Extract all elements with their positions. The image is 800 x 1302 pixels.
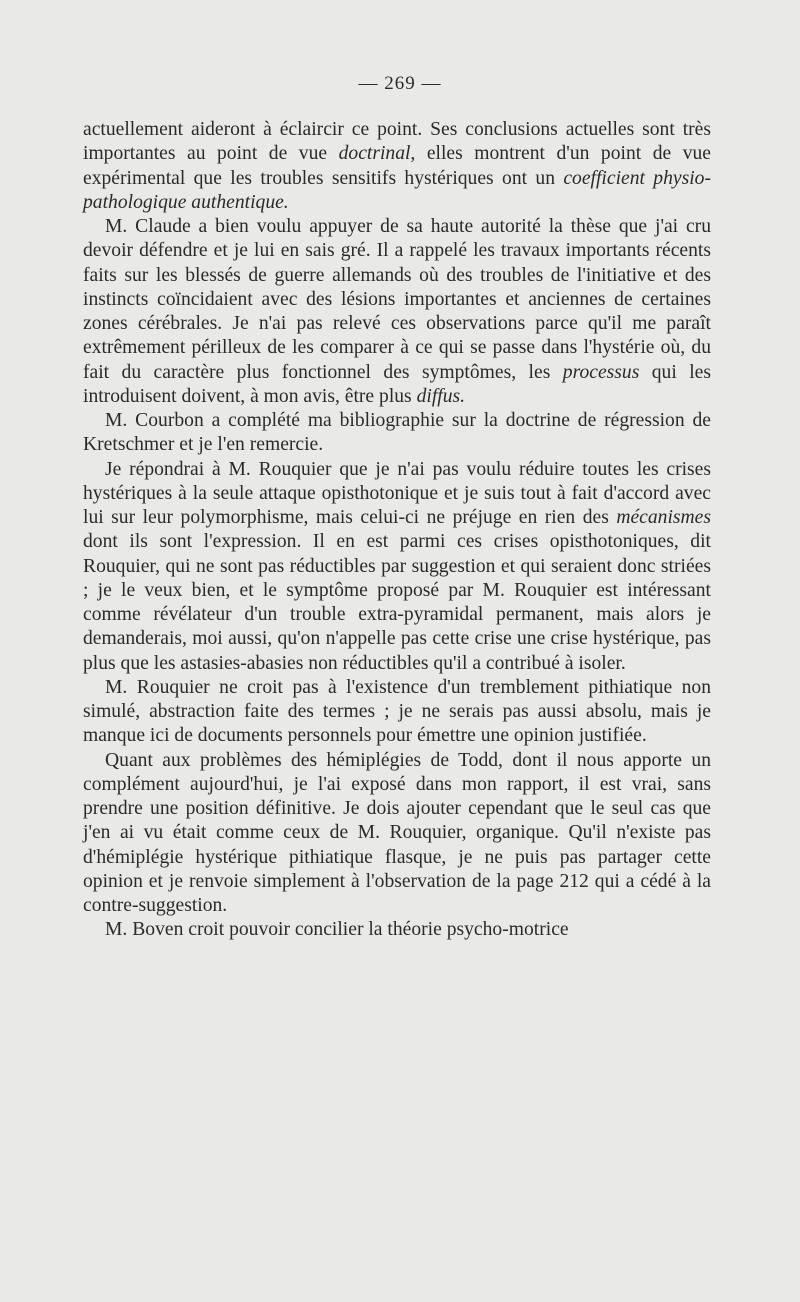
text-segment: M. Boven croit pouvoir concilier la théorie psycho-motrice [105,919,569,941]
paragraph [83,676,711,749]
text-segment: Quant aux problèmes des hémiplégies de Todd, dont il nous apporte un complément aujourd'hui, je l'ai exposé dans mon rapport, il est vrai, sans prendre une position définitive. Je dois ajouter cependant que le seul cas que j'en ai vu était comme ceux de M. Rouquier, organique. Qu'il n'existe pas d'hémiplégie hystérique pithiatique flasque, je ne puis pas partager cette opinion et je renvoie simplement à l'observation de la page 212 qui a cédé à la contre-suggestion. [83,749,711,916]
paragraph [83,918,711,942]
page-number: — 269 — [358,73,442,94]
text-segment: actuellement aideront à éclaircir ce point. Ses conclusions actuelles sont très importantes au point de vue [83,119,711,165]
paragraph [83,409,711,458]
italic-text: processus [562,361,640,383]
italic-text: mécanismes [616,507,711,528]
text-segment: qui les introduisent doivent, à mon avis, être plus [83,361,711,407]
italic-text: doctrinal, [338,143,416,165]
paragraph [83,749,711,919]
text-segment: M. Claude a bien voulu appuyer de sa haute autorité la thèse que j'ai cru devoir défendre et je lui en sais gré. Il a rappelé les travaux importants récents faits sur les blessés de guerre allemands où des troubles de l'initiative et des instincts coïncidaient avec des lésions importantes et anciennes de certaines zones cérébrales. Je n'ai pas relevé ces observations parce qu'il me paraît extrêmement périlleux de les comparer à ce qui se passe dans l'hystérie où, du fait du caractère plus fonctionnel des symptômes, les [83,216,711,383]
paragraph [83,215,711,409]
text-segment: dont ils sont l'expression. Il en est parmi ces crises opisthotoniques, dit Rouquier, qui ne sont pas réductibles par suggestion et qui seraient donc striées ; je le veux bien, et le symptôme proposé par M. Rouquier est intéressant comme révélateur d'un trouble extra-pyramidal permanent, mais alors je demanderais, moi aussi, qu'on n'appelle pas cette crise une crise hystérique, pas plus que les astasies-abasies non réductibles qu'il a contribué à isoler. [83,531,711,674]
text-segment: elles montrent d'un point de vue expérimental que les troubles sensitifs hystériques ont un [83,143,711,189]
text-segment: M. Rouquier ne croit pas à l'existence d'un tremblement pithiatique non simulé, abstraction faite des termes ; je ne serais pas aussi absolu, mais je manque ici de documents personnels pour émettre une opinion justifiée. [83,676,711,747]
paragraph [83,458,711,676]
body-text [83,118,711,943]
italic-text: diffus. [416,385,466,407]
text-segment: Je répondrai à M. Rouquier que je n'ai pas voulu réduire toutes les crises hystériques à la seule attaque opisthotonique et je suis tout à fait d'accord avec lui sur leur polymorphisme, mais celui-ci ne préjuge en rien des [83,458,711,528]
italic-text: coefficient physio-pathologique authentique. [83,167,711,213]
paragraph [83,118,711,215]
text-segment: M. Courbon a complété ma bibliographie sur la doctrine de régression de Kretschmer et je l'en remercie. [83,410,711,456]
